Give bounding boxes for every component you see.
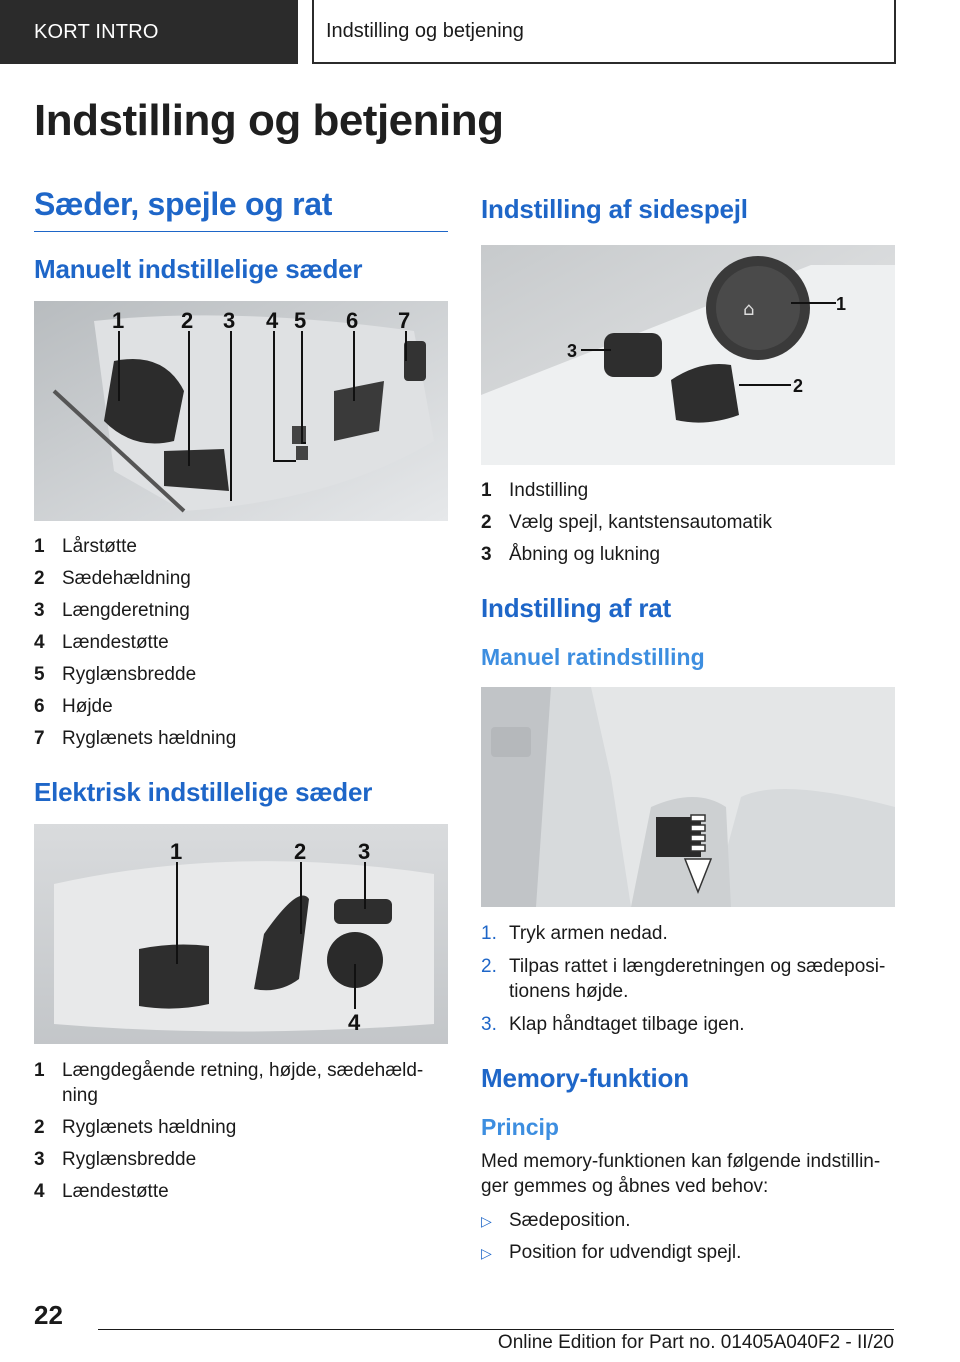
section-title-seats-mirrors-wheel: Sæder, spejle og rat bbox=[34, 186, 448, 232]
seat-manual-label-2: 2 bbox=[181, 308, 194, 333]
list-item: ▷ Sædeposition. bbox=[481, 1205, 895, 1237]
page-number: 22 bbox=[34, 1300, 63, 1330]
manual-seat-legend bbox=[34, 531, 448, 755]
heading-steering-wheel: Indstilling af rat bbox=[481, 593, 671, 623]
list-item: 7 Ryglænets hældning bbox=[34, 728, 237, 749]
list-item: 3 Ryglænsbredde bbox=[34, 1149, 197, 1170]
chapter-tab[interactable]: KORT INTRO bbox=[0, 0, 298, 64]
right-column bbox=[481, 186, 895, 1269]
list-item: 1 Længdegående retning, højde, sædehæld-ning bbox=[34, 1060, 424, 1106]
list-item: 5 Ryglænsbredde bbox=[34, 664, 197, 685]
list-item: 1 Lårstøtte bbox=[34, 536, 137, 557]
seat-manual-label-5: 5 bbox=[294, 308, 307, 333]
left-column bbox=[34, 186, 448, 1208]
steering-wheel-illustration bbox=[481, 687, 895, 907]
mirror-label-1: 1 bbox=[836, 294, 847, 314]
seat-electric-label-4: 4 bbox=[348, 1010, 361, 1035]
seat-electric-label-1: 1 bbox=[170, 839, 183, 864]
seat-electric-label-3: 3 bbox=[358, 839, 371, 864]
svg-text:⌂: ⌂ bbox=[743, 299, 755, 320]
memory-bullets bbox=[481, 1205, 895, 1269]
electric-seat-legend bbox=[34, 1054, 448, 1208]
heading-side-mirror: Indstilling af sidespejl bbox=[481, 194, 748, 224]
triangle-bullet-icon: ▷ bbox=[481, 1245, 492, 1261]
triangle-bullet-icon: ▷ bbox=[481, 1213, 492, 1229]
list-item: 3 Åbning og lukning bbox=[481, 544, 661, 565]
manual-seat-illustration bbox=[34, 301, 448, 521]
list-item: 1 Indstilling bbox=[481, 480, 589, 501]
electric-seat-illustration bbox=[34, 824, 448, 1044]
footer-edition: Online Edition for Part no. 01405A040F2 - II/20 bbox=[497, 1332, 894, 1353]
list-item: 6 Højde bbox=[34, 696, 113, 717]
steering-steps bbox=[481, 917, 895, 1041]
heading-memory-function: Memory-funktion bbox=[481, 1063, 689, 1093]
seat-manual-label-3: 3 bbox=[223, 308, 236, 333]
footer-divider bbox=[98, 1329, 894, 1330]
page-title: Indstilling og betjening bbox=[34, 96, 504, 145]
list-item: 2 Ryglænets hældning bbox=[34, 1117, 237, 1138]
list-item: 2. Tilpas rattet i længderetningen og sædeposi-tionens højde. bbox=[481, 956, 886, 1002]
list-item: 2 Sædehældning bbox=[34, 568, 191, 589]
mirror-legend bbox=[481, 475, 895, 571]
list-item: 2 Vælg spejl, kantstensautomatik bbox=[481, 512, 772, 533]
mirror-label-2: 2 bbox=[793, 376, 804, 396]
list-item: 1. Tryk armen nedad. bbox=[481, 923, 668, 944]
list-item: 4 Lændestøtte bbox=[34, 1181, 169, 1202]
seat-manual-label-7: 7 bbox=[398, 308, 411, 333]
seat-manual-label-4: 4 bbox=[266, 308, 279, 333]
list-item: 3. Klap håndtaget tilbage igen. bbox=[481, 1014, 745, 1035]
seat-manual-label-1: 1 bbox=[112, 308, 125, 333]
heading-manual-seats: Manuelt indstillelige sæder bbox=[34, 254, 363, 284]
seat-manual-label-6: 6 bbox=[346, 308, 359, 333]
section-tab[interactable]: Indstilling og betjening bbox=[312, 0, 896, 64]
list-item: 4 Lændestøtte bbox=[34, 632, 169, 653]
seat-electric-label-2: 2 bbox=[294, 839, 307, 864]
mirror-label-3: 3 bbox=[567, 341, 578, 361]
mirror-control-illustration bbox=[481, 245, 895, 465]
heading-manual-wheel: Manuel ratindstilling bbox=[481, 644, 705, 670]
list-item: 3 Længderetning bbox=[34, 600, 190, 621]
heading-electric-seats: Elektrisk indstillelige sæder bbox=[34, 777, 373, 807]
list-item: ▷ Position for udvendigt spejl. bbox=[481, 1237, 895, 1269]
heading-principle: Princip bbox=[481, 1114, 559, 1140]
memory-description: Med memory-funktionen kan følgende indstillin-ger gemmes og åbnes ved behov: bbox=[481, 1151, 881, 1197]
